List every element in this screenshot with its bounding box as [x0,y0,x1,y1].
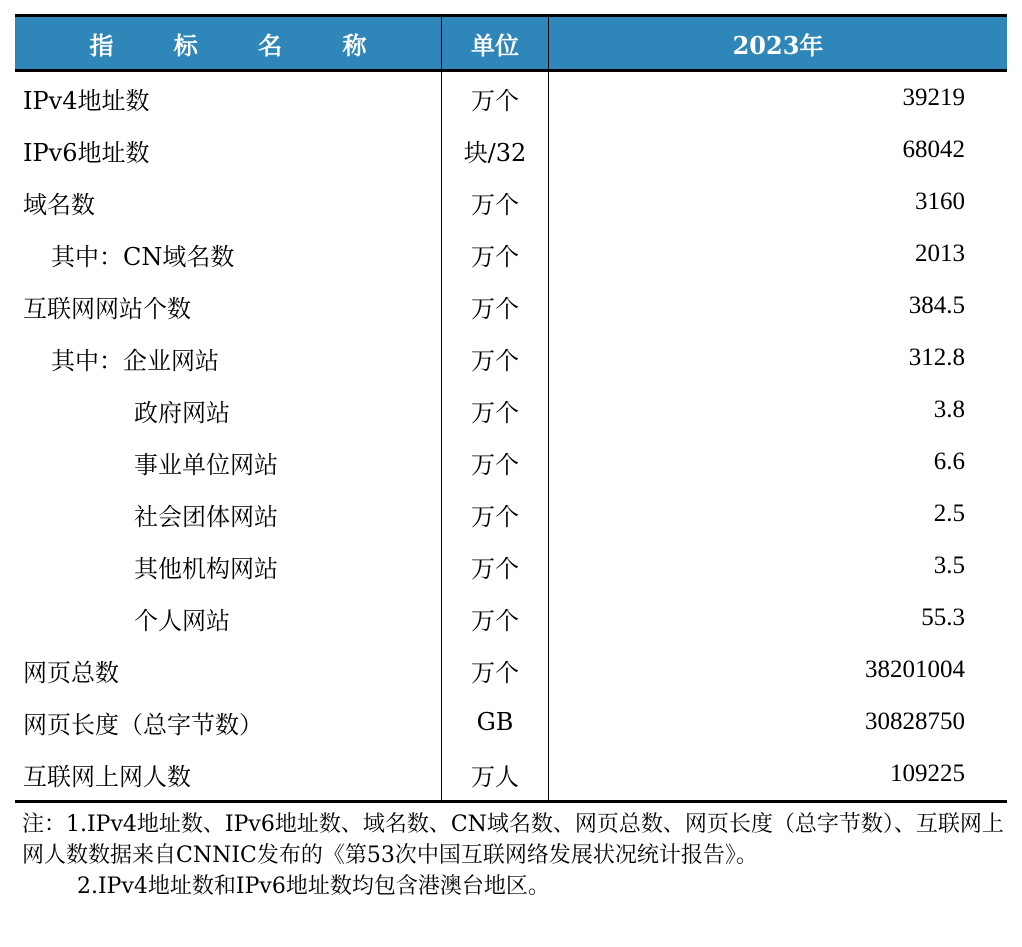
indicator-name-cell: 政府网站 [134,398,230,427]
indicator-name-cell: 网页长度（总字节数） [23,710,263,739]
header-indicator-name [15,17,441,69]
unit-cell: 万个 [441,228,548,280]
value-cell: 2013 [548,228,1007,280]
indicator-name-cell: IPv4地址数 [23,86,150,115]
value-cell: 3160 [548,176,1007,228]
unit-cell: 万个 [441,332,548,384]
value-cell: 55.3 [548,592,1007,644]
unit-cell: 万个 [441,488,548,540]
note-1: 注：1.IPv4地址数、IPv6地址数、域名数、CN域名数、网页总数、网页长度（总字节数）、互联网上网人数数据来自CNNIC发布的《第53次中国互联网络发展状况统计报告》。 [22,812,1004,868]
unit-cell: 万个 [441,280,548,332]
table-row [15,384,1007,436]
value-cell: 38201004 [548,644,1007,696]
indicator-name-cell: 其中：CN域名数 [51,242,235,271]
unit-cell: 万个 [441,384,548,436]
table-row [15,540,1007,592]
indicator-name-cell: 个人网站 [134,606,230,635]
value-cell: 2.5 [548,488,1007,540]
value-cell: 312.8 [548,332,1007,384]
unit-cell: 万个 [441,436,548,488]
value-cell: 3.5 [548,540,1007,592]
value-cell: 39219 [548,72,1007,124]
indicator-name-cell: IPv6地址数 [23,138,150,167]
unit-cell: GB [441,696,548,748]
value-cell: 109225 [548,748,1007,800]
header-indicator-name-label: 指 标 名 称 [89,30,393,60]
unit-cell: 万个 [441,176,548,228]
table-row [15,644,1007,696]
table-bottom-rule [15,800,1007,803]
header-unit: 单位 [441,17,548,69]
unit-cell: 万个 [441,644,548,696]
table-row [15,488,1007,540]
table-row [15,748,1007,800]
table-row [15,228,1007,280]
indicator-name-cell: 互联网网站个数 [23,294,191,323]
table-row [15,696,1007,748]
indicator-name-cell: 其中：企业网站 [51,346,219,375]
header-year: 2023年 [548,17,1007,69]
table-row [15,592,1007,644]
unit-cell: 万个 [441,72,548,124]
indicator-name-cell: 域名数 [23,190,95,219]
value-cell: 68042 [548,124,1007,176]
indicator-name-cell: 网页总数 [23,658,119,687]
table-notes [22,809,1007,902]
statistics-table [15,14,1007,803]
unit-cell: 块/32 [441,124,548,176]
table-header [15,17,1007,72]
value-cell: 6.6 [548,436,1007,488]
indicator-name-cell: 事业单位网站 [134,450,278,479]
table-row [15,72,1007,124]
value-cell: 3.8 [548,384,1007,436]
unit-cell: 万个 [441,540,548,592]
table-row [15,332,1007,384]
indicator-name-cell: 其他机构网站 [134,554,278,583]
table-row [15,124,1007,176]
table-row [15,280,1007,332]
value-cell: 30828750 [548,696,1007,748]
unit-cell: 万人 [441,748,548,800]
value-cell: 384.5 [548,280,1007,332]
unit-cell: 万个 [441,592,548,644]
table-row [15,436,1007,488]
note-2: 2.IPv4地址数和IPv6地址数均包含港澳台地区。 [77,874,550,899]
table-body [15,72,1007,800]
table-row [15,176,1007,228]
indicator-name-cell: 社会团体网站 [134,502,278,531]
indicator-name-cell: 互联网上网人数 [23,762,191,791]
